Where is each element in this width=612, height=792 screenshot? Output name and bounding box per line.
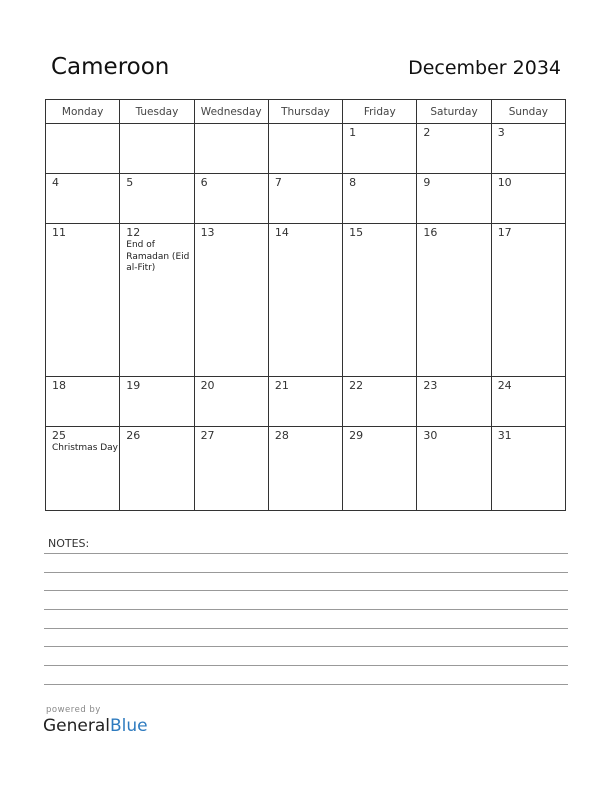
day-cell — [343, 376, 417, 426]
day-number: 22 — [349, 378, 364, 392]
day-cell — [491, 174, 565, 224]
notes-line — [44, 628, 568, 629]
notes-label: NOTES: — [48, 537, 90, 550]
day-cell — [120, 174, 194, 224]
day-number: 7 — [274, 176, 282, 190]
weekday-header: Saturday — [417, 100, 491, 124]
day-number: 23 — [423, 378, 438, 392]
day-number: 19 — [126, 378, 141, 392]
calendar-country-title: Cameroon — [51, 54, 170, 80]
day-cell — [46, 224, 120, 376]
brand-blue: Blue — [110, 716, 148, 736]
notes-line — [44, 572, 568, 573]
day-number: 30 — [423, 428, 438, 442]
day-number: 8 — [349, 176, 357, 190]
day-number: 27 — [200, 428, 215, 442]
weekday-header-row — [46, 100, 566, 124]
notes-line — [44, 684, 568, 685]
day-cell — [491, 376, 565, 426]
day-cell — [194, 376, 268, 426]
day-cell — [417, 426, 491, 510]
day-number: 16 — [423, 226, 438, 240]
week-row — [46, 224, 566, 376]
day-cell — [343, 426, 417, 510]
day-number: 11 — [52, 226, 66, 240]
day-cell — [343, 124, 417, 174]
day-number: 4 — [52, 176, 59, 190]
day-number: 29 — [349, 428, 364, 442]
day-cell — [46, 376, 120, 426]
day-number: 6 — [200, 176, 208, 190]
day-cell — [194, 124, 268, 174]
notes-line — [44, 665, 568, 666]
day-number: 18 — [52, 378, 66, 392]
day-cell — [417, 224, 491, 376]
day-cell — [194, 224, 268, 376]
weekday-header: Thursday — [268, 100, 342, 124]
day-number: 5 — [126, 176, 134, 190]
notes-line — [44, 646, 568, 647]
day-number: 25 — [52, 428, 66, 442]
day-cell — [343, 224, 417, 376]
day-number: 26 — [126, 428, 141, 442]
generalblue-logo — [43, 716, 148, 736]
day-number: 28 — [274, 428, 289, 442]
brand-general: General — [43, 716, 110, 736]
day-cell — [417, 124, 491, 174]
day-cell — [491, 224, 565, 376]
week-row — [46, 426, 566, 510]
day-cell — [120, 224, 194, 376]
day-number: 20 — [200, 378, 215, 392]
day-cell — [120, 426, 194, 510]
calendar-month-title: December 2034 — [408, 57, 561, 79]
day-cell — [194, 174, 268, 224]
day-number: 3 — [497, 126, 505, 139]
day-number: 31 — [497, 428, 512, 442]
day-cell — [417, 174, 491, 224]
weekday-header: Sunday — [491, 100, 565, 124]
day-number: 10 — [497, 176, 512, 190]
weekday-header: Monday — [46, 100, 120, 124]
day-cell — [194, 426, 268, 510]
week-row — [46, 174, 566, 224]
day-number: 14 — [274, 226, 289, 240]
notes-line — [44, 609, 568, 610]
day-cell — [46, 124, 120, 174]
day-cell — [268, 376, 342, 426]
day-cell — [268, 124, 342, 174]
day-number: 21 — [274, 378, 289, 392]
weekday-header: Friday — [343, 100, 417, 124]
day-number: 9 — [423, 176, 431, 190]
weekday-header: Tuesday — [120, 100, 194, 124]
day-number: 17 — [497, 226, 512, 240]
day-number: 13 — [200, 226, 215, 240]
day-number: 15 — [349, 226, 364, 240]
week-row — [46, 376, 566, 426]
day-cell — [343, 174, 417, 224]
day-number: 12 — [126, 226, 141, 240]
notes-line — [44, 590, 568, 591]
weekday-header: Wednesday — [194, 100, 268, 124]
day-cell — [491, 426, 565, 510]
day-cell — [268, 174, 342, 224]
day-cell — [46, 174, 120, 224]
holiday-label: Christmas Day — [52, 442, 119, 453]
holiday-label: End of Ramadan (Eid al-Fitr) — [126, 240, 190, 274]
day-cell — [46, 426, 120, 510]
calendar-grid — [45, 99, 566, 511]
day-cell — [491, 124, 565, 174]
day-cell — [268, 224, 342, 376]
calendar-body — [46, 124, 566, 511]
day-number: 1 — [349, 126, 357, 139]
powered-by-text: powered by — [46, 705, 101, 715]
day-number: 2 — [423, 126, 431, 139]
day-number: 24 — [497, 378, 512, 392]
day-cell — [120, 124, 194, 174]
day-cell — [120, 376, 194, 426]
week-row — [46, 124, 566, 174]
day-cell — [268, 426, 342, 510]
day-cell — [417, 376, 491, 426]
notes-line — [44, 553, 568, 554]
